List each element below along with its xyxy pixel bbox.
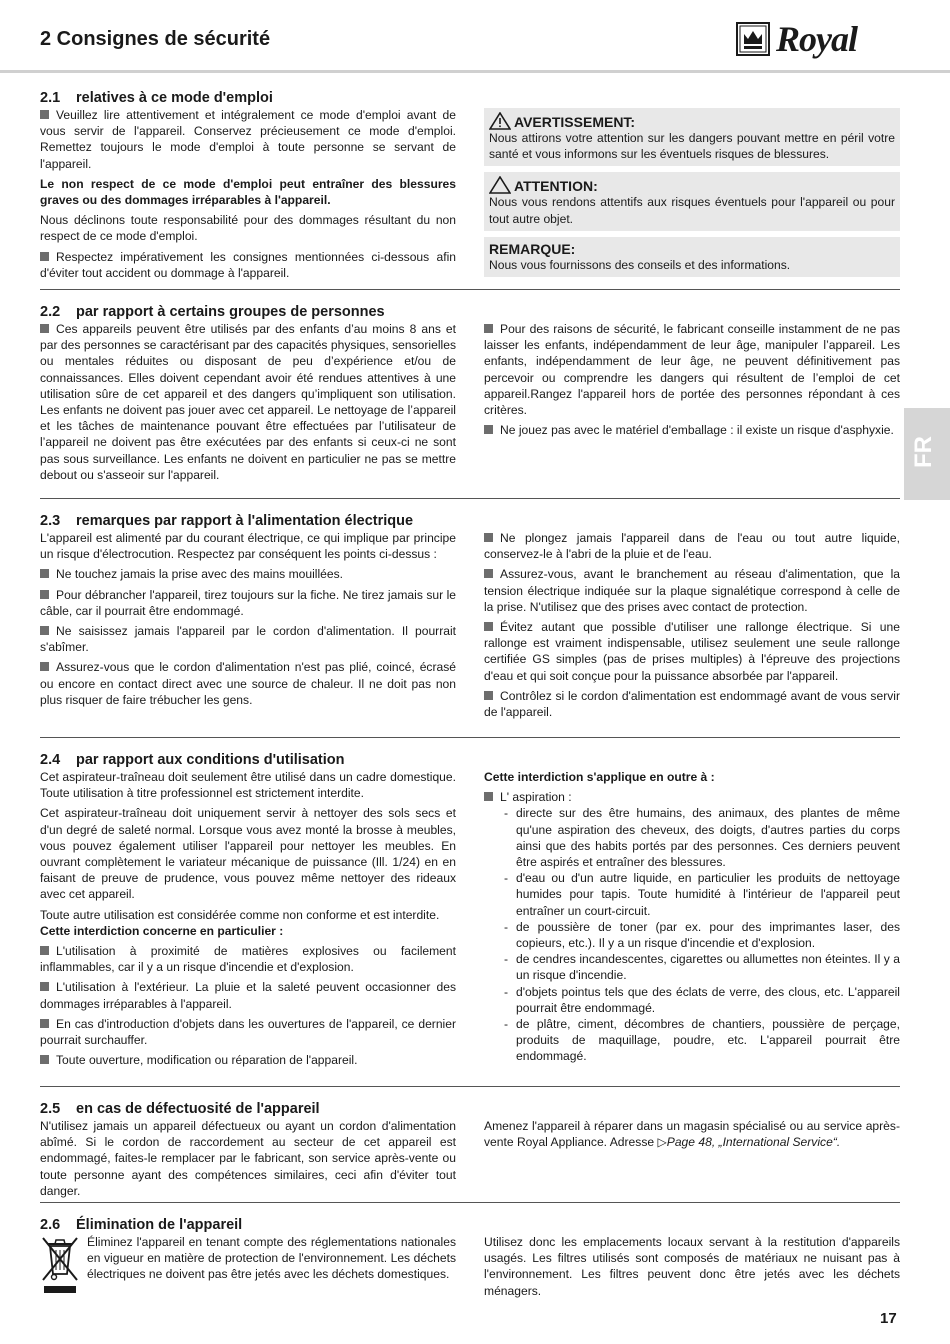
- section-heading: 2.2 par rapport à certains groupes de personnes: [40, 304, 385, 320]
- dash-list-item: - directe sur des être humains, des animaux, des plantes de même qu'une aspiration des cheveux, des doigts, d'autres parties du corps ainsi que des habits portés par des personnes. Ces derniers peuvent être aspirés et entraîner des blessures.: [504, 805, 900, 870]
- paragraph: Nous déclinons toute responsabilité pour des dommages résultant du non respect de ce mode d'emploi.: [40, 213, 456, 244]
- section-divider: [40, 1202, 900, 1203]
- paragraph: Ces appareils peuvent être utilisés par des enfants d’au moins 8 ans et par des personnes se caractérisant par des capacités physiques, sensorielles ou mentales réduites ou disposant de peu d’expérience et/ou de connaissances. Elles doivent cependant avoir été rendues attentives à une utilisation sûre de cet appareil et des dangers qu’impliquent son utilisation. Les enfants ne doivent pas jouer avec cet appareil. Le nettoyage de l’appareil et les tâches de maintenance pouvant être effectuées par l’utilisateur de l’appareil ne doivent pas être exécutées par des enfants si ceux-ci ne sont pas sous surveillance. Les enfants ne doivent en particulier ne pas se mettre debout ou s'asseoir sur l'appareil.: [40, 322, 456, 482]
- bullet-icon: [40, 662, 49, 671]
- paragraph: Toute ouverture, modification ou réparation de l'appareil.: [40, 1052, 456, 1068]
- bullet-icon: [40, 946, 49, 955]
- section-2-6: [40, 1217, 900, 1307]
- bullet-icon: [484, 691, 493, 700]
- paragraph: L'utilisation à l'extérieur. La pluie et la saleté peuvent occasionner des dommages irréparables à l'appareil.: [40, 980, 456, 1011]
- bullet-icon: [40, 1019, 49, 1028]
- weee-crossed-bin-icon: [40, 1234, 80, 1296]
- bullet-icon: [484, 324, 493, 333]
- paragraph: Respectez impérativement les consignes mentionnées ci-dessous afin d'éviter tout accident ou dommage à l'appareil.: [40, 249, 456, 280]
- paragraph: Toute autre utilisation est considérée comme non conforme et est interdite.: [40, 907, 440, 922]
- section-divider: [40, 498, 900, 499]
- page-header: [0, 0, 950, 73]
- paragraph: Contrôlez si le cordon d'alimentation est endommagé avant de vous servir de l'appareil.: [484, 688, 900, 720]
- section-heading: 2.4 par rapport aux conditions d'utilisation: [40, 752, 345, 768]
- paragraph: En cas d'introduction d'objets dans les ouvertures de l'appareil, ce dernier pourrait surchauffer.: [40, 1016, 456, 1048]
- royal-logo: [736, 18, 906, 60]
- section-2-2: [40, 304, 900, 489]
- bullet-icon: [40, 110, 49, 119]
- paragraph: Ne touchez jamais la prise avec des mains mouillées.: [40, 566, 456, 582]
- dash-list-item: - de poussière de toner (par ex. pour des imprimantes laser, des copieurs, etc.). Il y a un risque d'incendie et d'explosion.: [504, 919, 900, 951]
- dash-list-item: - d'objets pointus tels que des éclats de verre, des clous, etc. L'appareil pourrait être endommagé.: [504, 984, 900, 1016]
- paragraph-bold: Le non respect de ce mode d'emploi peut entraîner des blessures graves ou des dommages irréparables à l'appareil.: [40, 176, 456, 208]
- bullet-icon: [484, 569, 493, 578]
- section-divider: [40, 1086, 900, 1087]
- paragraph: Ne saisissez jamais l'appareil par le cordon d'alimentation. Il pourrait s'abîmer.: [40, 624, 456, 655]
- language-tab: [904, 408, 950, 500]
- section-2-5: [40, 1101, 900, 1196]
- paragraph: Ne plongez jamais l'appareil dans de l'eau ou tout autre liquide, conservez-le à l'abri de la pluie et de l'eau.: [484, 531, 900, 562]
- section-heading: 2.1 relatives à ce mode d'emploi: [40, 90, 273, 106]
- bullet-icon: [40, 569, 49, 578]
- bullet-icon: [484, 622, 493, 631]
- chapter-title: 2 Consignes de sécurité: [40, 28, 271, 50]
- bullet-icon: [40, 324, 49, 333]
- caution-icon: [489, 176, 511, 194]
- section-2-3: [40, 513, 900, 728]
- section-heading: 2.6 Élimination de l'appareil: [40, 1217, 243, 1233]
- paragraph: Veuillez lire attentivement et intégralement ce mode d'emploi avant de vous servir de l'appareil. Conservez précieusement ce mode d'emploi. Remettez toujours le mode d'emploi à toute personne se servant de l'appareil.: [40, 108, 456, 171]
- paragraph: L'appareil est alimenté par du courant électrique, ce qui implique par principe un risque d'électrocution. Respectez par conséquent les points ci-dessus :: [40, 531, 456, 562]
- section-2-4: [40, 752, 900, 1077]
- section-heading: 2.3 remarques par rapport à l'alimentation électrique: [40, 513, 414, 529]
- paragraph: Pour des raisons de sécurité, le fabricant conseille instamment de ne pas laisser les enfants, indépendamment de leur âge, manipuler l’appareil. Les enfants, indépendamment de leur âge, ne peuvent définitivement pas percevoir ou comprendre les dangers qui résultent de l’emploi de cet appareil.Rangez l'appareil hors de portée des personnes répondant à ces critères.: [484, 322, 900, 418]
- paragraph-bold: Cette interdiction s'applique en outre à :: [484, 770, 715, 784]
- page-number: 17: [880, 1310, 897, 1327]
- paragraph: Assurez-vous, avant le branchement au réseau d'alimentation, que la tension électrique indiquée sur la plaque signalétique correspond à celle de la prise. N'utilisez que des prises avec contact de protection.: [484, 567, 900, 614]
- paragraph: Évitez autant que possible d'utiliser une rallonge électrique. Si une rallonge est vraiment indispensable, utilisez seulement une seule rallonge certifiée GS simples (pas de prises multiples) à l'épreuve des projections d'eau et qui soit conçue pour la puissance absorbée par l'appareil.: [484, 620, 900, 683]
- paragraph: Éliminez l'appareil en tenant compte des réglementations nationales en vigueur en matière de protection de l'environnement. Les déchets électriques ne doivent pas être jetés avec les déchets domestiques.: [87, 1235, 456, 1282]
- bullet-icon: [40, 626, 49, 635]
- bullet-icon: [484, 533, 493, 542]
- bullet-icon: [40, 252, 49, 261]
- bullet-icon: [40, 982, 49, 991]
- warning-box: AVERTISSEMENT: Nous attirons votre attention sur les dangers pouvant mettre en péril votre santé et vous informons sur les éventuels risques de blessures.: [484, 108, 900, 166]
- royal-logo-text: Royal: [776, 19, 857, 59]
- caution-box: ATTENTION: Nous vous rendons attentifs aux risques éventuels pour l'appareil ou pour tout autre objet.: [484, 172, 900, 230]
- bullet-icon: [40, 590, 49, 599]
- paragraph: Ne jouez pas avec le matériel d'emballage : il existe un risque d'asphyxie.: [484, 422, 900, 438]
- paragraph: Amenez l'appareil à réparer dans un magasin spécialisé ou au service après-vente Royal Appliance. Adresse ▷Page 48, „International Service“.: [484, 1119, 900, 1150]
- dash-list-item: - d'eau ou d'un autre liquide, en particulier les produits de nettoyage humides pour tapis. Toute humidité à l'intérieur de l'appareil peut entraîner un court-circuit.: [504, 870, 900, 919]
- paragraph: Cet aspirateur-traîneau doit uniquement servir à nettoyer des sols secs et d'un degré de saleté normal. Lorsque vous avez monté la brosse à meubles, vous pouvez également utiliser l'appareil pour nettoyer les meubles. En ouvrant complètement le variateur mécanique de puissance (Ill. 1/24) en en faisant de preuve de prudence, vous pouvez même nettoyer des rideaux avec cet appareil.: [40, 806, 456, 902]
- section-heading: 2.5 en cas de défectuosité de l'appareil: [40, 1101, 320, 1117]
- paragraph-bold: Cette interdiction concerne en particulier :: [40, 923, 284, 938]
- warning-icon: [489, 112, 511, 130]
- dash-list-item: - de cendres incandescentes, cigarettes ou allumettes non éteintes. Il y a un risque d'incendie.: [504, 951, 900, 983]
- bullet-icon: [484, 425, 493, 434]
- paragraph: L' aspiration :: [484, 789, 900, 805]
- arrow-right-icon: ▷: [657, 1135, 667, 1150]
- dash-list-item: - de plâtre, ciment, décombres de chantiers, poussière de perçage, produits de maquillage, poudre, etc. L'appareil pourrait être endommagé.: [504, 1016, 900, 1065]
- section-2-1: [40, 90, 900, 285]
- paragraph: Assurez-vous que le cordon d'alimentation n'est pas plié, coincé, écrasé ou encore en contact direct avec une source de chaleur. Il ne doit pas non plus risquer de faire trébucher les gens.: [40, 660, 456, 707]
- paragraph: L'utilisation à proximité de matières explosives ou facilement inflammables, car il y a un risque d'incendie et d'explosion.: [40, 944, 456, 975]
- bullet-icon: [40, 1055, 49, 1064]
- section-divider: [40, 737, 900, 738]
- section-divider: [40, 289, 900, 290]
- paragraph: Pour débrancher l'appareil, tirez toujours sur la fiche. Ne tirez jamais sur le câble, car il pourrait être endommagé.: [40, 587, 456, 618]
- paragraph: N'utilisez jamais un appareil défectueux ou ayant un cordon d'alimentation abîmé. Si le cordon de raccordement au secteur de cet appareil est endommagé, faites-le remplacer par le fabricant, son service après-vente ou toute personne ayant des compétences similaires, ceci afin d'éviter tout danger.: [40, 1119, 456, 1198]
- page-reference-link[interactable]: Page 48, „International Service“.: [666, 1135, 841, 1150]
- note-box: REMARQUE: Nous vous fournissons des conseils et des informations.: [484, 237, 900, 277]
- bullet-icon: [484, 792, 493, 801]
- paragraph: Cet aspirateur-traîneau doit seulement être utilisé dans un cadre domestique. Toute utilisation à titre professionnel est strictement interdite.: [40, 770, 456, 801]
- language-tab-label: FR: [910, 436, 937, 468]
- paragraph: Utilisez donc les emplacements locaux servant à la restitution d'appareils usagés. Les filtres utilisés sont composés de matériaux ne nuisant pas à l'environnement. Les filtres peuvent donc être jetés avec les déchets ménagers.: [484, 1235, 900, 1298]
- dash-list: [484, 805, 900, 1064]
- crown-icon: [736, 22, 770, 56]
